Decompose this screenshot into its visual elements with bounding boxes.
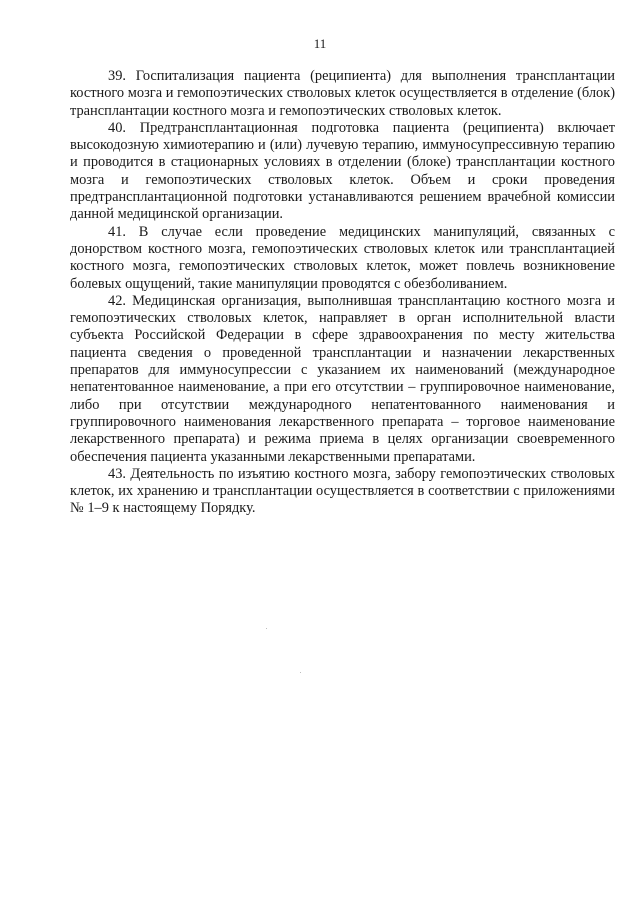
scan-speck [266,628,267,629]
scan-speck [300,672,301,673]
paragraph-40: 40. Предтрансплантационная подготовка пациента (реципиента) включает высокодозную химиотерапию и (или) лучевую терапию, иммуносупрессивную терапию и проводится в стационарных условиях в отделении (блоке) трансплантации костного мозга и гемопоэтических стволовых клеток. Объем и сроки проведения предтрансплантационной подготовки устанавливаются решением врачебной комиссии данной медицинской организации. [70,119,615,223]
document-body [70,68,615,518]
paragraph-43: 43. Деятельность по изъятию костного мозга, забору гемопоэтических стволовых клеток, их хранению и трансплантации осуществляется в соответствии с приложениями № 1–9 к настоящему Порядку. [70,465,615,517]
paragraph-42: 42. Медицинская организация, выполнившая трансплантацию костного мозга и гемопоэтических стволовых клеток, направляет в орган исполнительной власти субъекта Российской Федерации в сфере здравоохранения по месту жительства пациента сведения о проведенной трансплантации и назначении лекарственных препаратов для иммуносупрессии с указанием их наименований (международное непатентованное наименование, а при его отсутствии – группировочное наименование, либо при отсутствии международного непатентованного наименования и группировочного наименования лекарственного препарата – торговое наименование лекарственного препарата) и режима приема в целях организации своевременного обеспечения пациента указанными лекарственными препаратами. [70,292,615,465]
paragraph-39: 39. Госпитализация пациента (реципиента) для выполнения трансплантации костного мозга и гемопоэтических стволовых клеток осуществляется в отделение (блок) трансплантации костного мозга и гемопоэтических стволовых клеток. [70,68,615,119]
paragraph-41: 41. В случае если проведение медицинских манипуляций, связанных с донорством костного мозга, гемопоэтических стволовых клеток или трансплантацией костного мозга, гемопоэтических стволовых клеток, может повлечь возникновение болевых ощущений, такие манипуляции проводятся с обезболиванием. [70,223,615,292]
page-number: 11 [313,36,327,51]
